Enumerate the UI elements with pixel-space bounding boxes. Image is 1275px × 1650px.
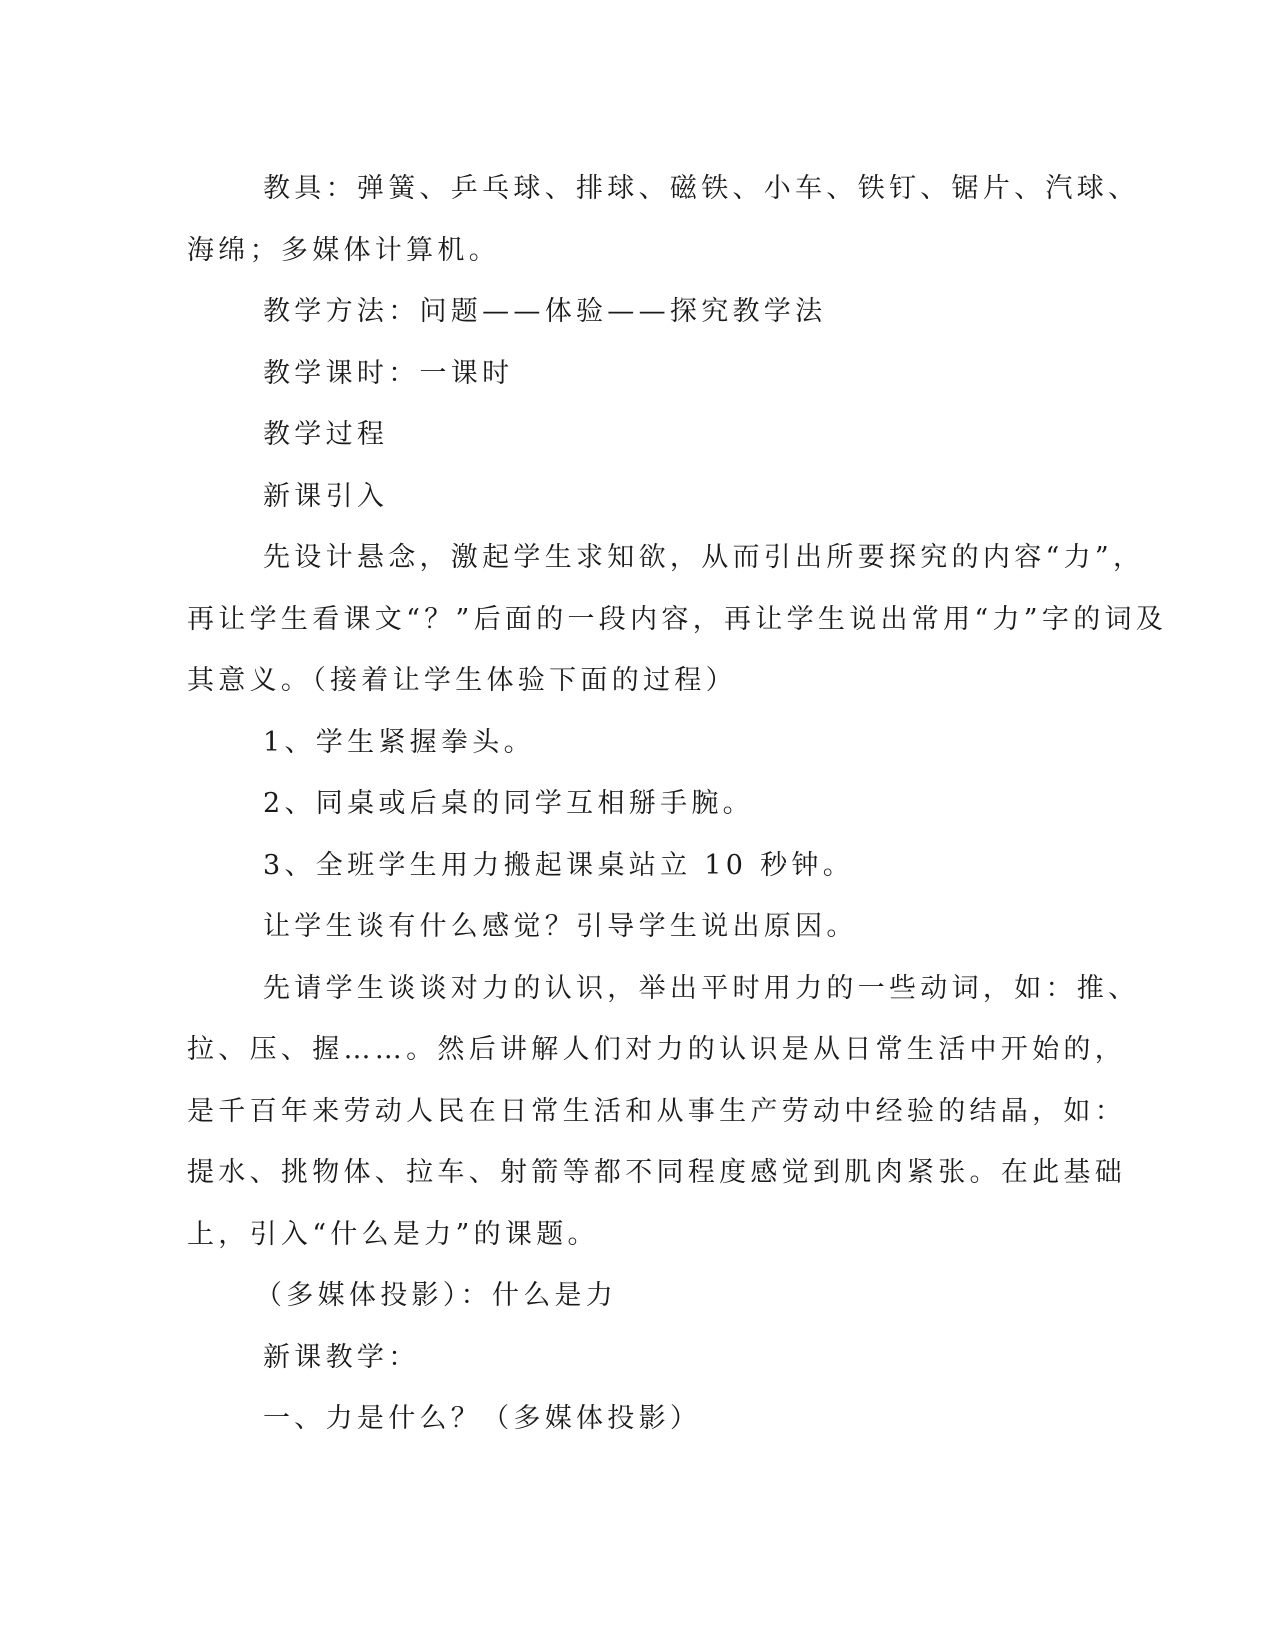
text-line: 2、同桌或后桌的同学互相掰手腕。 [263,788,754,819]
text-line: 教具：弹簧、乒乓球、排球、磁铁、小车、铁钉、锯片、汽球、 [263,173,1140,204]
list-item-step-1 [187,712,1087,774]
text-line: 海绵；多媒体计算机。 [187,234,500,266]
text-line: 1、学生紧握拳头。 [263,726,535,758]
text-line: 3、全班学生用力搬起课桌站立 10 秒钟。 [263,849,854,881]
text-line: 拉、压、握……。然后讲解人们对力的认识是从日常生活中开始的， [187,1034,1126,1065]
text-line: 教学过程 [263,419,389,450]
paragraph-multimedia-projection [187,1265,1087,1327]
text-line: 新课引入 [263,480,389,512]
text-line: （多媒体投影）：什么是力 [255,1280,618,1311]
text-line: 一、力是什么？（多媒体投影） [263,1403,702,1434]
text-line: 是千百年来劳动人民在日常生活和从事生产劳动中经验的结晶，如： [187,1095,1126,1127]
list-item-step-3 [187,835,1087,897]
paragraph-discussion [187,896,1087,958]
paragraph-force-recognition [187,958,1140,1266]
section-heading-lesson-intro [187,466,1087,528]
document-body [187,158,1168,1450]
paragraph-teaching-method [187,281,1087,343]
text-line: 让学生谈有什么感觉？引导学生说出原因。 [263,911,858,942]
text-line: 再让学生看课文“？”后面的一段内容，再让学生说出常用“力”字的词及 [187,603,1168,635]
text-line: 上，引入“什么是力”的课题。 [187,1218,599,1250]
list-item-step-2 [187,773,1087,835]
text-line: 其意义。（接着让学生体验下面的过程） [187,665,737,696]
text-line: 先请学生谈谈对力的认识，举出平时用力的一些动词，如：推、 [263,972,1140,1004]
text-line: 新课教学： [263,1341,420,1373]
paragraph-suspense-intro [187,527,1168,712]
text-line: 教学方法：问题——体验——探究教学法 [263,296,827,327]
section-heading-what-is-force [187,1388,1087,1450]
section-heading-teaching-process [187,404,1087,466]
paragraph-class-hours [187,343,1087,405]
text-line: 提水、挑物体、拉车、射箭等都不同程度感觉到肌肉紧张。在此基础 [187,1157,1126,1188]
paragraph-teaching-aids [187,158,1140,281]
text-line: 教学课时：一课时 [263,357,514,389]
section-heading-new-lesson [187,1327,1087,1389]
text-line: 先设计悬念，激起学生求知欲，从而引出所要探究的内容“力”， [263,542,1145,573]
